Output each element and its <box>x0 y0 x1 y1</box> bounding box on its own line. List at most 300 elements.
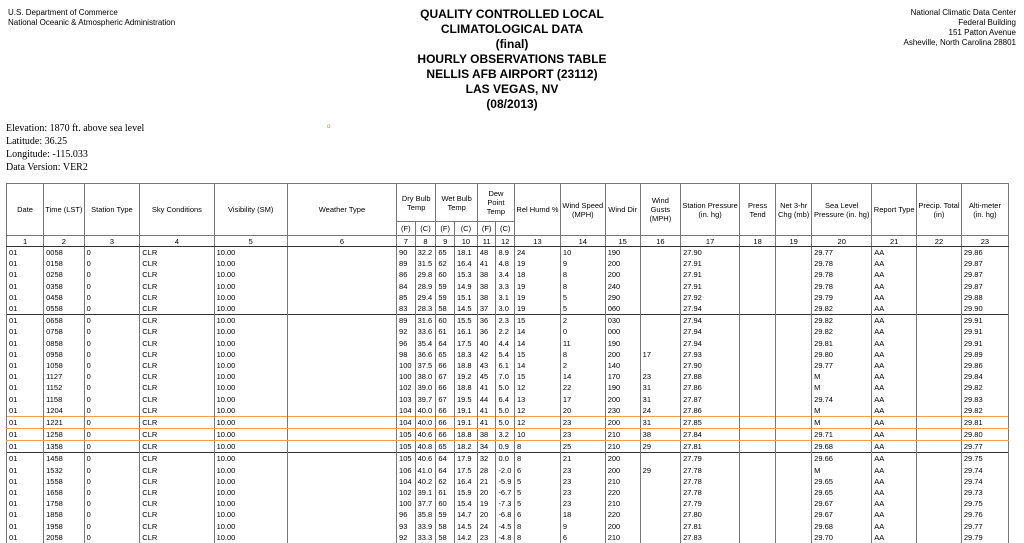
table-cell: 01 <box>7 509 44 520</box>
table-cell <box>287 292 396 303</box>
table-cell: 3.2 <box>496 429 515 441</box>
table-cell: 10.00 <box>214 247 287 259</box>
table-cell <box>740 269 776 280</box>
table-cell: 24 <box>477 521 496 532</box>
table-cell: 13 <box>515 393 561 404</box>
table-cell: M <box>812 416 872 428</box>
table-cell: 29.75 <box>961 498 1008 509</box>
table-cell: 8 <box>515 532 561 543</box>
table-cell: 01 <box>7 303 44 315</box>
table-cell: 29.91 <box>961 326 1008 337</box>
table-cell: 5 <box>515 498 561 509</box>
table-cell: 40.6 <box>415 429 436 441</box>
observations-body <box>7 247 1009 543</box>
table-cell: 200 <box>605 416 640 428</box>
col-header-net-chg: Net 3-hr Chg (mb) <box>776 184 812 236</box>
table-cell: 15 <box>515 371 561 382</box>
table-cell <box>776 258 812 269</box>
table-cell: 33.3 <box>415 532 436 543</box>
table-cell <box>640 338 680 349</box>
table-cell: 10.00 <box>214 349 287 360</box>
table-cell: 01 <box>7 269 44 280</box>
table-cell: 19.1 <box>454 416 477 428</box>
table-cell: 0 <box>84 382 140 393</box>
table-cell: 0 <box>84 453 140 465</box>
table-cell: 43 <box>477 360 496 371</box>
unit-c: (C) <box>415 222 436 236</box>
table-cell: 0 <box>84 416 140 428</box>
table-cell: 19.2 <box>454 371 477 382</box>
table-cell: 1558 <box>44 476 84 487</box>
table-cell: 29 <box>640 441 680 453</box>
table-cell: 0 <box>84 476 140 487</box>
table-cell: 65 <box>436 441 455 453</box>
longitude: Longitude: -115.033 <box>6 149 88 160</box>
table-cell: CLR <box>140 405 214 417</box>
table-cell: 01 <box>7 326 44 337</box>
table-cell <box>640 521 680 532</box>
table-cell: 29.82 <box>812 315 872 327</box>
table-cell: 5.0 <box>496 405 515 417</box>
column-number: 16 <box>640 236 680 247</box>
table-cell: 18.8 <box>454 360 477 371</box>
table-cell: 23 <box>560 416 605 428</box>
table-cell: 190 <box>605 382 640 393</box>
table-cell <box>917 393 962 404</box>
table-cell: 200 <box>605 465 640 476</box>
table-cell: 0058 <box>44 247 84 259</box>
table-row <box>7 532 1009 543</box>
table-cell: 1658 <box>44 487 84 498</box>
table-cell <box>917 382 962 393</box>
table-cell: CLR <box>140 429 214 441</box>
table-cell: 8 <box>560 269 605 280</box>
table-cell: AA <box>872 382 917 393</box>
table-cell <box>917 247 962 259</box>
report-title <box>0 7 1024 112</box>
table-cell: 38 <box>640 429 680 441</box>
title-line: QUALITY CONTROLLED LOCAL <box>420 7 604 21</box>
table-cell: 0 <box>84 247 140 259</box>
table-cell: AA <box>872 292 917 303</box>
table-cell: 64 <box>436 338 455 349</box>
table-cell: 01 <box>7 371 44 382</box>
table-cell: 29.81 <box>812 338 872 349</box>
table-cell: 100 <box>397 498 416 509</box>
table-cell: 3.4 <box>496 269 515 280</box>
table-cell: 65 <box>436 247 455 259</box>
address-line: Asheville, North Carolina 28801 <box>903 38 1016 47</box>
table-cell: 01 <box>7 429 44 441</box>
table-cell: 29.80 <box>961 429 1008 441</box>
table-cell: 39.1 <box>415 487 436 498</box>
table-cell: 15.3 <box>454 269 477 280</box>
table-cell: 20 <box>477 509 496 520</box>
table-cell: 29.66 <box>812 453 872 465</box>
table-cell: 14 <box>515 326 561 337</box>
table-row <box>7 521 1009 532</box>
table-cell: AA <box>872 315 917 327</box>
table-cell: 10.00 <box>214 269 287 280</box>
table-cell: 01 <box>7 338 44 349</box>
table-cell <box>287 360 396 371</box>
table-cell: 10.00 <box>214 465 287 476</box>
table-cell: 27.86 <box>681 382 740 393</box>
table-cell: 33.9 <box>415 521 436 532</box>
table-cell: 27.81 <box>681 521 740 532</box>
unit-f: (F) <box>477 222 496 236</box>
table-cell <box>640 315 680 327</box>
table-cell: 83 <box>397 303 416 315</box>
table-cell: 27.94 <box>681 315 740 327</box>
table-cell: 29.78 <box>812 281 872 292</box>
column-number: 23 <box>961 236 1008 247</box>
table-cell: 10.00 <box>214 453 287 465</box>
table-cell: 1127 <box>44 371 84 382</box>
table-cell: 01 <box>7 292 44 303</box>
table-cell: 29.91 <box>961 338 1008 349</box>
table-cell: 1152 <box>44 382 84 393</box>
table-cell: 15.4 <box>454 498 477 509</box>
table-cell: 01 <box>7 532 44 543</box>
table-cell <box>776 281 812 292</box>
table-cell: CLR <box>140 349 214 360</box>
table-cell: AA <box>872 393 917 404</box>
table-cell: 27.94 <box>681 303 740 315</box>
table-cell: 103 <box>397 393 416 404</box>
table-cell: 32.2 <box>415 247 436 259</box>
table-cell: 0 <box>84 405 140 417</box>
table-cell: 27.85 <box>681 416 740 428</box>
table-cell: 29.8 <box>415 269 436 280</box>
table-cell <box>740 315 776 327</box>
table-cell: 31 <box>640 416 680 428</box>
table-cell: 01 <box>7 315 44 327</box>
table-cell: 060 <box>605 303 640 315</box>
col-header-precip: Precip. Total (in) <box>917 184 962 236</box>
table-cell: 0358 <box>44 281 84 292</box>
table-cell: 29.74 <box>961 465 1008 476</box>
table-cell: 5 <box>560 292 605 303</box>
table-cell: 29.84 <box>961 371 1008 382</box>
table-cell: 29.90 <box>961 303 1008 315</box>
table-cell <box>776 453 812 465</box>
table-cell: M <box>812 371 872 382</box>
table-cell <box>287 532 396 543</box>
column-number: 2 <box>44 236 84 247</box>
table-row <box>7 247 1009 259</box>
table-cell <box>287 269 396 280</box>
col-header-time: Time (LST) <box>44 184 84 236</box>
table-cell: 0 <box>84 338 140 349</box>
table-cell: CLR <box>140 292 214 303</box>
table-cell: 29.73 <box>961 487 1008 498</box>
table-row <box>7 338 1009 349</box>
column-number: 14 <box>560 236 605 247</box>
table-cell: 01 <box>7 393 44 404</box>
table-cell <box>740 349 776 360</box>
table-cell: -4.5 <box>496 521 515 532</box>
table-cell: 34 <box>477 441 496 453</box>
table-cell: CLR <box>140 315 214 327</box>
table-cell: 10.00 <box>214 371 287 382</box>
table-cell <box>917 453 962 465</box>
table-cell <box>740 498 776 509</box>
table-cell: 27.90 <box>681 247 740 259</box>
table-cell: 0 <box>84 465 140 476</box>
table-cell: 2.3 <box>496 315 515 327</box>
table-cell: AA <box>872 465 917 476</box>
table-cell: 17 <box>640 349 680 360</box>
col-header-press-tend: Press Tend <box>740 184 776 236</box>
table-cell <box>640 532 680 543</box>
table-cell: AA <box>872 371 917 382</box>
table-cell: 41 <box>477 416 496 428</box>
table-cell: 29.75 <box>961 453 1008 465</box>
table-cell: 29.70 <box>812 532 872 543</box>
table-cell: 10.00 <box>214 292 287 303</box>
table-cell: AA <box>872 429 917 441</box>
table-cell: 29.82 <box>961 405 1008 417</box>
table-cell: 5.0 <box>496 416 515 428</box>
table-cell: 21 <box>560 453 605 465</box>
unit-c: (C) <box>454 222 477 236</box>
table-cell: 41 <box>477 258 496 269</box>
table-cell: CLR <box>140 281 214 292</box>
table-cell: AA <box>872 247 917 259</box>
table-cell: 39.7 <box>415 393 436 404</box>
table-cell: -6.8 <box>496 509 515 520</box>
table-cell: 28.9 <box>415 281 436 292</box>
table-cell <box>917 281 962 292</box>
table-cell: 29.88 <box>961 292 1008 303</box>
table-cell: 10.00 <box>214 509 287 520</box>
table-cell <box>776 521 812 532</box>
table-cell: -6.7 <box>496 487 515 498</box>
table-cell: 23 <box>560 487 605 498</box>
table-cell: AA <box>872 303 917 315</box>
table-row <box>7 382 1009 393</box>
table-cell <box>640 269 680 280</box>
table-cell: 17.5 <box>454 465 477 476</box>
table-cell <box>917 498 962 509</box>
table-cell: 38.0 <box>415 371 436 382</box>
col-header-wind-dir: Wind Dir <box>605 184 640 236</box>
table-cell: 67 <box>436 371 455 382</box>
table-cell: 29.68 <box>812 441 872 453</box>
table-cell: CLR <box>140 416 214 428</box>
table-cell: 0 <box>84 509 140 520</box>
table-row <box>7 476 1009 487</box>
table-cell: 89 <box>397 315 416 327</box>
column-number: 20 <box>812 236 872 247</box>
table-cell <box>740 258 776 269</box>
table-cell: 40.6 <box>415 453 436 465</box>
col-header-visibility: Visibility (SM) <box>214 184 287 236</box>
table-cell: 29.87 <box>961 269 1008 280</box>
table-cell <box>917 292 962 303</box>
table-cell: 32 <box>477 453 496 465</box>
table-cell: 40.8 <box>415 441 436 453</box>
table-cell: 27.78 <box>681 476 740 487</box>
table-cell: 0258 <box>44 269 84 280</box>
table-cell: -5.9 <box>496 476 515 487</box>
table-row <box>7 371 1009 382</box>
table-cell: 8.9 <box>496 247 515 259</box>
table-cell: 92 <box>397 532 416 543</box>
column-number: 8 <box>415 236 436 247</box>
table-cell: 31.6 <box>415 315 436 327</box>
table-cell: 20 <box>560 405 605 417</box>
column-number: 19 <box>776 236 812 247</box>
column-number: 21 <box>872 236 917 247</box>
table-cell: 0.0 <box>496 453 515 465</box>
table-cell: 89 <box>397 258 416 269</box>
table-cell: 65 <box>436 349 455 360</box>
table-cell: 10.00 <box>214 393 287 404</box>
table-row <box>7 326 1009 337</box>
table-cell: 27.79 <box>681 453 740 465</box>
table-cell: 10.00 <box>214 281 287 292</box>
table-cell: 210 <box>605 476 640 487</box>
table-cell: 22 <box>560 382 605 393</box>
table-cell: 10.00 <box>214 521 287 532</box>
column-number: 3 <box>84 236 140 247</box>
title-line: HOURLY OBSERVATIONS TABLE <box>417 52 607 66</box>
table-cell: 29.86 <box>961 247 1008 259</box>
table-row <box>7 269 1009 280</box>
table-cell: AA <box>872 360 917 371</box>
table-cell <box>740 360 776 371</box>
column-number: 18 <box>740 236 776 247</box>
table-cell: 28.3 <box>415 303 436 315</box>
column-number: 6 <box>287 236 396 247</box>
table-cell <box>740 371 776 382</box>
table-cell: 190 <box>605 338 640 349</box>
col-header-altimeter: Alti-meter (in. hg) <box>961 184 1008 236</box>
table-cell: 16.4 <box>454 476 477 487</box>
table-cell: AA <box>872 509 917 520</box>
table-cell: 25 <box>560 441 605 453</box>
table-cell: 200 <box>605 258 640 269</box>
column-number: 12 <box>496 236 515 247</box>
table-cell: 29.76 <box>961 509 1008 520</box>
table-cell <box>287 258 396 269</box>
table-cell <box>776 382 812 393</box>
table-cell: 16.1 <box>454 326 477 337</box>
table-cell: 29.89 <box>961 349 1008 360</box>
table-cell <box>287 441 396 453</box>
unit-f: (F) <box>397 222 416 236</box>
table-cell: 17.5 <box>454 338 477 349</box>
table-cell: 0 <box>84 429 140 441</box>
table-cell <box>776 532 812 543</box>
table-cell: 29.68 <box>812 521 872 532</box>
table-cell <box>776 315 812 327</box>
table-cell <box>776 441 812 453</box>
table-cell <box>917 532 962 543</box>
table-cell: 59 <box>436 281 455 292</box>
table-cell: 17.9 <box>454 453 477 465</box>
table-cell <box>917 303 962 315</box>
table-cell: 29.67 <box>812 498 872 509</box>
table-cell: 7.0 <box>496 371 515 382</box>
table-cell: 240 <box>605 281 640 292</box>
table-cell <box>740 326 776 337</box>
table-cell <box>740 281 776 292</box>
table-cell <box>740 476 776 487</box>
table-cell: 27.92 <box>681 292 740 303</box>
table-cell <box>917 521 962 532</box>
unit-f: (F) <box>436 222 455 236</box>
table-cell: CLR <box>140 247 214 259</box>
table-cell: 0 <box>84 303 140 315</box>
table-cell: 37.5 <box>415 360 436 371</box>
table-cell: 28 <box>477 465 496 476</box>
table-cell: 8 <box>560 349 605 360</box>
table-cell <box>776 465 812 476</box>
column-number: 7 <box>397 236 416 247</box>
table-cell: CLR <box>140 382 214 393</box>
column-number: 9 <box>436 236 455 247</box>
table-cell <box>776 429 812 441</box>
table-row <box>7 465 1009 476</box>
table-cell: 0 <box>84 487 140 498</box>
table-cell: 24 <box>640 405 680 417</box>
table-cell: 01 <box>7 281 44 292</box>
table-cell: 3.3 <box>496 281 515 292</box>
table-cell: 36 <box>477 315 496 327</box>
table-cell: 0958 <box>44 349 84 360</box>
column-number: 17 <box>681 236 740 247</box>
table-cell <box>776 338 812 349</box>
table-cell: AA <box>872 498 917 509</box>
table-row <box>7 453 1009 465</box>
table-cell: 105 <box>397 441 416 453</box>
table-cell <box>776 371 812 382</box>
table-cell <box>287 315 396 327</box>
table-cell: 01 <box>7 258 44 269</box>
table-cell: 85 <box>397 292 416 303</box>
table-cell <box>287 303 396 315</box>
column-number-row <box>7 236 1009 247</box>
table-cell <box>287 338 396 349</box>
table-cell: 29.79 <box>812 292 872 303</box>
table-cell: 10.00 <box>214 315 287 327</box>
table-cell <box>640 476 680 487</box>
table-cell: 41 <box>477 405 496 417</box>
table-row <box>7 416 1009 428</box>
table-cell: 01 <box>7 349 44 360</box>
table-cell: CLR <box>140 326 214 337</box>
table-cell: 19 <box>515 303 561 315</box>
table-cell <box>776 349 812 360</box>
table-cell <box>287 429 396 441</box>
table-cell: 62 <box>436 258 455 269</box>
table-cell: 48 <box>477 247 496 259</box>
table-cell <box>740 487 776 498</box>
table-cell: 210 <box>605 429 640 441</box>
table-cell: CLR <box>140 498 214 509</box>
table-cell: 10.00 <box>214 476 287 487</box>
table-cell: 14 <box>515 360 561 371</box>
table-cell <box>917 476 962 487</box>
table-cell: 10 <box>560 247 605 259</box>
table-cell: 35.8 <box>415 509 436 520</box>
table-cell: 0 <box>84 315 140 327</box>
table-cell: 19 <box>477 498 496 509</box>
table-cell: 0558 <box>44 303 84 315</box>
